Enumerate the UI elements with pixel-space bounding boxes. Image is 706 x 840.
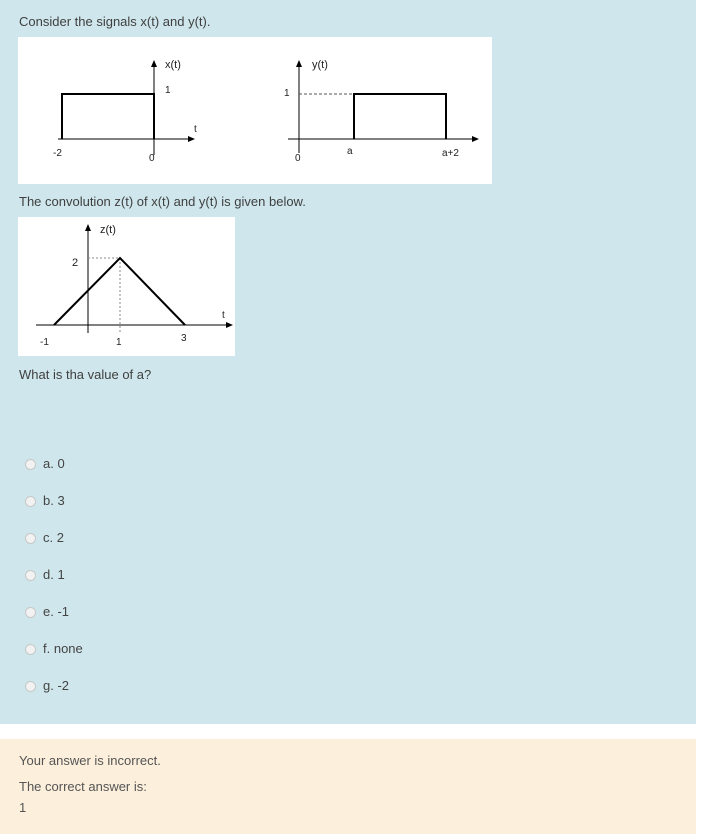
option-g[interactable] — [25, 678, 83, 715]
y-signal-pulse — [354, 94, 446, 139]
question-intro: Consider the signals x(t) and y(t). — [19, 14, 211, 29]
z-two-tick: 2 — [72, 257, 79, 269]
question-prompt: What is tha value of a? — [19, 367, 152, 382]
option-f[interactable] — [25, 641, 83, 678]
radio-circle-icon[interactable] — [25, 533, 36, 544]
option-label: g. -2 — [43, 678, 70, 693]
answer-options — [25, 456, 83, 715]
x-label: x(t) — [165, 59, 181, 71]
radio-circle-icon[interactable] — [25, 644, 36, 655]
option-label: e. -1 — [43, 604, 70, 619]
z-label: z(t) — [100, 224, 116, 236]
x-signal-pulse — [62, 94, 154, 139]
signals-svg — [18, 37, 492, 184]
radio-circle-icon[interactable] — [25, 570, 36, 581]
option-label: a. 0 — [43, 456, 65, 471]
radio-circle-icon[interactable] — [25, 459, 36, 470]
signals-figure — [18, 37, 492, 184]
convolution-text: The convolution z(t) of x(t) and y(t) is given below. — [19, 194, 306, 209]
correct-answer-label: The correct answer is: — [19, 779, 147, 794]
option-label: b. 3 — [43, 493, 65, 508]
radio-circle-icon[interactable] — [25, 607, 36, 618]
option-a[interactable] — [25, 456, 83, 493]
correct-answer-value: 1 — [19, 800, 27, 815]
convolution-svg — [18, 217, 235, 356]
x-one-tick: 1 — [165, 85, 171, 96]
x-zero-tick: 0 — [149, 153, 155, 164]
z-one-tick: 1 — [116, 337, 122, 348]
feedback-panel — [0, 739, 696, 834]
y-zero-tick: 0 — [295, 153, 301, 164]
y-label: y(t) — [312, 59, 328, 71]
option-label: f. none — [43, 641, 83, 656]
option-b[interactable] — [25, 493, 83, 530]
z-t-label: t — [222, 310, 225, 321]
option-label: d. 1 — [43, 567, 65, 582]
z-three-tick: 3 — [181, 333, 187, 344]
option-c[interactable] — [25, 530, 83, 567]
radio-circle-icon[interactable] — [25, 681, 36, 692]
y-a2-tick: a+2 — [442, 148, 459, 159]
feedback-result: Your answer is incorrect. — [19, 753, 161, 768]
convolution-figure — [18, 217, 235, 356]
radio-circle-icon[interactable] — [25, 496, 36, 507]
x-neg2-tick: -2 — [53, 148, 62, 159]
option-e[interactable] — [25, 604, 83, 641]
option-d[interactable] — [25, 567, 83, 604]
x-t-label: t — [194, 124, 197, 135]
option-label: c. 2 — [43, 530, 64, 545]
z-neg1-tick: -1 — [40, 337, 49, 348]
y-a-tick: a — [347, 146, 353, 157]
y-one-tick: 1 — [284, 88, 290, 99]
